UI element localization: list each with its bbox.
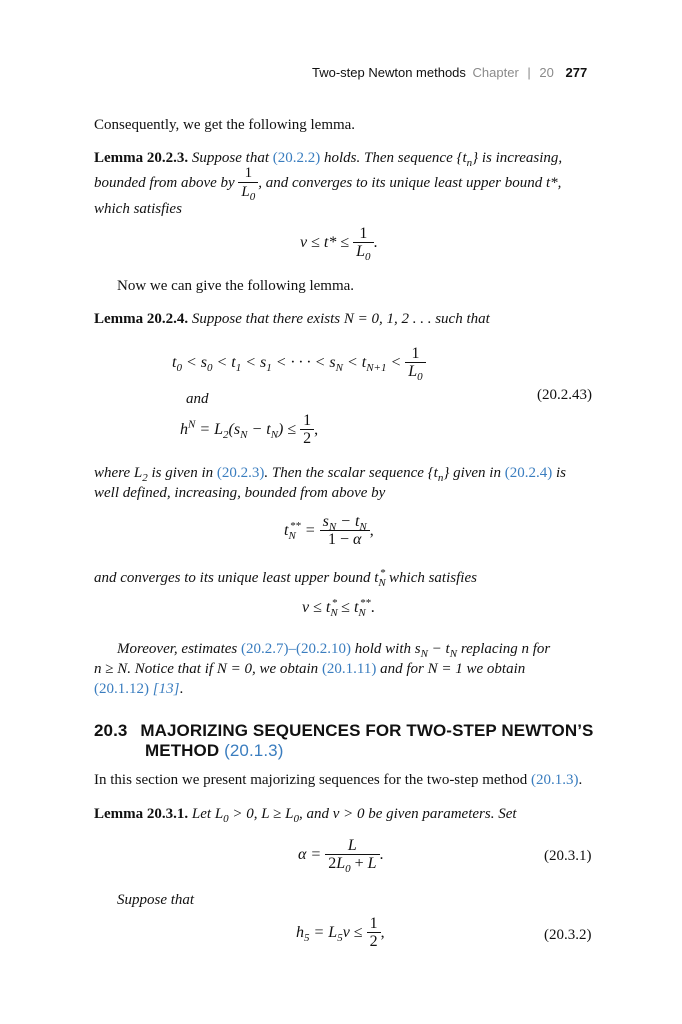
equation-hn-bound: $h^N = L_2(s_N - t_N)$ ≤ $\frac{1}{2}$ , [180,412,319,447]
section-heading [94,721,593,741]
equation-number: (20.2.43) [537,387,592,403]
header-chapter-number: 20 [539,65,554,80]
equation-reference-link[interactable]: (20.1.11) [321,661,377,677]
equation-and-word: and [186,391,209,407]
equation-sequence-chain: $t_0 < s_0 < t_1 < s_1$ < · · · < $s_N < t_{N+1}$ < $\frac{1}{L_0}$ [172,345,426,381]
equation-number: (20.3.2) [544,927,592,943]
intro-paragraph: Consequently, we get the following lemma. [94,117,356,133]
equation-reference-link[interactable]: (20.1.3) [530,772,579,788]
equation-number: (20.3.1) [544,848,592,864]
lemma-text: replacing n for [460,641,551,657]
running-header [312,65,587,80]
lemma-text: Suppose that [117,892,195,908]
lemma-text: which satisfies [389,570,477,586]
section-title-line1: MAJORIZING SEQUENCES FOR TWO-STEP NEWTON’S [140,721,594,740]
lemma-text: well defined, increasing, bounded from above by [94,485,386,501]
lemma-text: where L [94,465,143,481]
lemma-text: , and ν > 0 be given parameters. Set [298,806,517,822]
lemma-text: bounded from above by [94,175,235,191]
lemma-text: is given in [151,465,214,481]
equation-range-reference-link[interactable]: (20.2.7)–(20.2.10) [241,641,351,657]
header-title: Two-step Newton methods [312,65,466,80]
equation-h5: $h_5 = L_5\nu$ ≤ $\frac{1}{2}$ , [296,915,385,950]
header-page-number: 277 [565,65,588,80]
lemma-text: is [555,465,566,481]
lemma-20-2-4-intro: Now we can give the following lemma. [117,278,355,294]
lemma-20-2-4-where-line: where $L_2$ is given in (20.2.3). Then the scalar sequence $\{t_n\}$ given in (20.2.4) is [94,465,566,484]
equation-nu-bound: ν ≤ t* ≤ $\frac{1}{L_0}$ . [300,225,378,264]
equation-reference-link[interactable]: (20.2.2) [272,150,321,166]
section-heading-line2 [145,741,283,761]
fraction-one-over-l0: $\frac{1}{L_0}$ [238,165,258,201]
header-chapter-label: Chapter [472,65,519,80]
lemma-20-2-3-line2 [94,165,561,201]
lemma-text: Suppose that [191,150,269,166]
section-title-reference-link[interactable]: (20.1.3) [224,741,284,760]
lemma-text: n ≥ N. Notice that if N = 0, we obtain [94,661,319,677]
lemma-text: holds. Then sequence {t [324,150,467,166]
lemma-20-2-4-converges-line: and converges to its unique least upper bound $t_N^*$ which satisfies [94,567,477,589]
lemma-text: and converges to its unique least upper bound t [94,570,379,586]
subscript-n: n [466,157,473,169]
lemma-text: } is increasing, [472,150,563,166]
section-number: 20.3 [94,721,128,740]
equation-nu-tn-bound: $\nu \le t_N^* \le t_N^{**}$. [302,596,375,620]
lemma-20-2-4-label: Lemma 20.2.4. [94,311,189,327]
equation-reference-link[interactable]: (20.2.3) [216,465,265,481]
lemma-text: } given in [443,465,501,481]
lemma-20-2-4-moreover-line1: Moreover, estimates (20.2.7)–(20.2.10) hold with $s_N - t_N$ replacing n for [117,641,551,660]
lemma-text: which satisfies [94,201,182,217]
equation-tn-star-star: $t_N^{**}$ = $\frac{s_N - t_N}{1 - \alpha}$ , [284,513,374,548]
section-intro-text: In this section we present majorizing sequences for the two-step method [94,772,528,788]
equation-alpha: α = $\frac{L}{2L_0 + L}$ . [298,837,384,876]
equation-reference-link[interactable]: (20.2.4) [504,465,553,481]
lemma-text: and for N = 1 we obtain [380,661,526,677]
section-title-line2: METHOD [145,741,220,760]
lemma-text: . Then the scalar sequence {t [264,465,438,481]
lemma-20-2-3-label: Lemma 20.2.3. [94,150,189,166]
lemma-text: Suppose that there exists N = 0, 1, 2 . . . such that [191,311,490,327]
lemma-text: hold with s [354,641,421,657]
period: . [179,681,184,697]
section-intro [94,770,582,790]
lemma-text: > 0, L ≥ L [232,806,294,822]
lemma-text: Moreover, estimates [117,641,238,657]
lemma-20-2-4-moreover-line3 [94,679,183,699]
equation-reference-link[interactable]: (20.1.12) [94,681,149,697]
lemma-text: , and converges to its unique least upper bound t*, [258,175,562,191]
lemma-20-3-1-line1: Lemma 20.3.1. Let $L_0 > 0$, $L \ge L_0$, and ν > 0 be given parameters. Set [94,806,517,825]
citation-link[interactable]: [13] [152,681,180,697]
lemma-20-2-4-moreover-line2 [94,659,525,679]
header-separator: | [527,65,531,80]
period: . [578,772,583,788]
lemma-text: Let L [191,806,224,822]
lemma-20-3-1-label: Lemma 20.3.1. [94,806,189,822]
lemma-20-2-4-line1 [94,309,490,329]
